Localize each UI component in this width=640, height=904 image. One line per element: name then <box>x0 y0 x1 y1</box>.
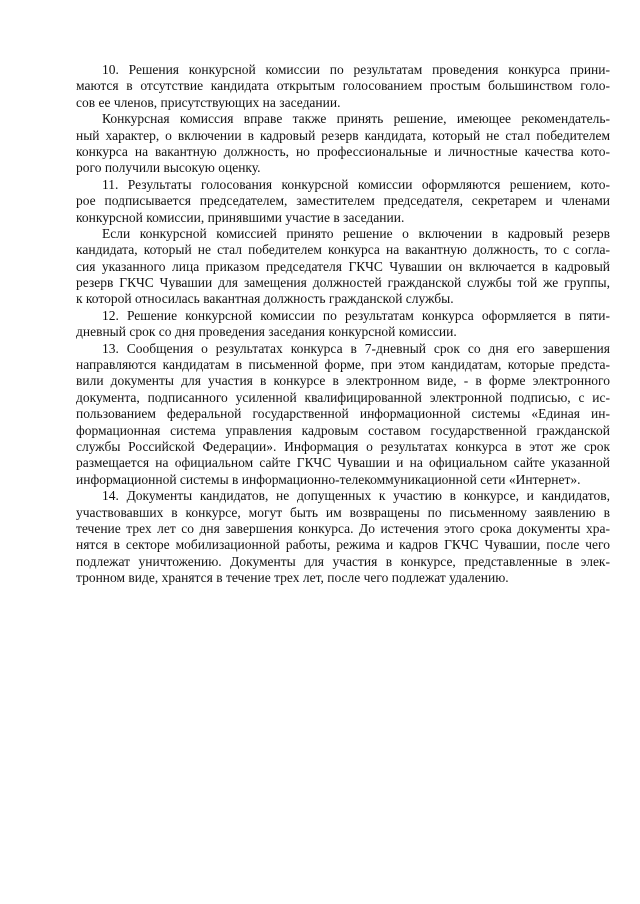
text-line: к которой относилась вакантная должность гражданской службы. <box>76 291 454 307</box>
text-line: размещается на официальном сайте ГКЧС Чувашии и на официальном сайте указанной <box>76 455 610 471</box>
text-line: вили документы для участия в конкурсе в электронном виде, - в форме электронного <box>76 373 610 389</box>
text-line: тронном виде, хранятся в течение трех лет, после чего подлежат удалению. <box>76 570 509 586</box>
text-line: рого получили высокую оценку. <box>76 160 261 176</box>
text-line: сов ее членов, присутствующих на заседании. <box>76 94 341 110</box>
text-line: сия указанного лица приказом председателя ГКЧС Чувашии он включается в кадровый <box>76 258 610 274</box>
text-line: маются в отсутствие кандидата открытым голосованием простым большинством голо- <box>76 78 610 94</box>
text-line: рое подписывается председателем, заместителем председателя, секретарем и членами <box>76 193 610 209</box>
text-line: течение трех лет со дня завершения конкурса. До истечения этого срока документы хра- <box>76 520 610 536</box>
text-line: Если конкурсной комиссией принято решение о включении в кадровый резерв <box>102 225 610 241</box>
text-line: нятся в секторе мобилизационной работы, режима и кадров ГКЧС Чувашии, после чего <box>76 537 610 553</box>
paragraph-11-reserve <box>76 226 610 308</box>
text-line: Конкурсная комиссия вправе также принять решение, имеющее рекомендатель- <box>102 111 610 127</box>
text-line: 14. Документы кандидатов, не допущенных к участию в конкурсе, и кандидатов, <box>102 488 610 504</box>
text-line: подлежат уничтожению. Документы для участия в конкурсе, представленные в элек- <box>76 553 610 569</box>
paragraph-14 <box>76 488 610 586</box>
text-line: 12. Решение конкурсной комиссии по результатам конкурса оформляется в пяти- <box>102 307 610 323</box>
text-line: резерв ГКЧС Чувашии для замещения должностей гражданской службы той же группы, <box>76 275 610 291</box>
text-line: 10. Решения конкурсной комиссии по результатам проведения конкурса прини- <box>102 62 610 77</box>
text-line: участвовавших в конкурсе, могут быть им возвращены по письменному заявлению в <box>76 504 610 520</box>
text-line: конкурса на вакантную должность, но профессиональные и личностные качества кото- <box>76 143 610 159</box>
text-line: ный характер, о включении в кадровый резерв кандидата, который не стал победителем <box>76 127 610 143</box>
text-line: кандидата, который не стал победителем конкурса на вакантную должность, то с согла- <box>76 242 610 258</box>
text-line: службы Российской Федерации». Информация о результатах конкурса в этот же срок <box>76 438 610 454</box>
document-body <box>76 62 610 587</box>
text-line: пользованием федеральной государственной информационной системы «Единая ин- <box>76 406 610 422</box>
text-line: 11. Результаты голосования конкурсной комиссии оформляются решением, кото- <box>102 176 610 192</box>
paragraph-13 <box>76 341 610 489</box>
paragraph-12 <box>76 308 610 341</box>
text-line: дневный срок со дня проведения заседания конкурсной комиссии. <box>76 324 457 340</box>
paragraph-10-reserve <box>76 111 610 177</box>
text-line: формационная система управления кадровым составом государственной гражданской <box>76 422 610 438</box>
text-line: конкурсной комиссии, принявшими участие в заседании. <box>76 209 405 225</box>
text-line: документа, подписанного усиленной квалифицированной электронной подписью, с ис- <box>76 389 610 405</box>
paragraph-11 <box>76 177 610 226</box>
text-line: информационной системы в информационно-телекоммуникационной сети «Интернет». <box>76 471 581 487</box>
text-line: направляются кандидатам в письменной форме, при этом кандидатам, которые предста- <box>76 357 610 373</box>
text-line: 13. Сообщения о результатах конкурса в 7-дневный срок со дня его завершения <box>102 340 610 356</box>
paragraph-10 <box>76 62 610 111</box>
